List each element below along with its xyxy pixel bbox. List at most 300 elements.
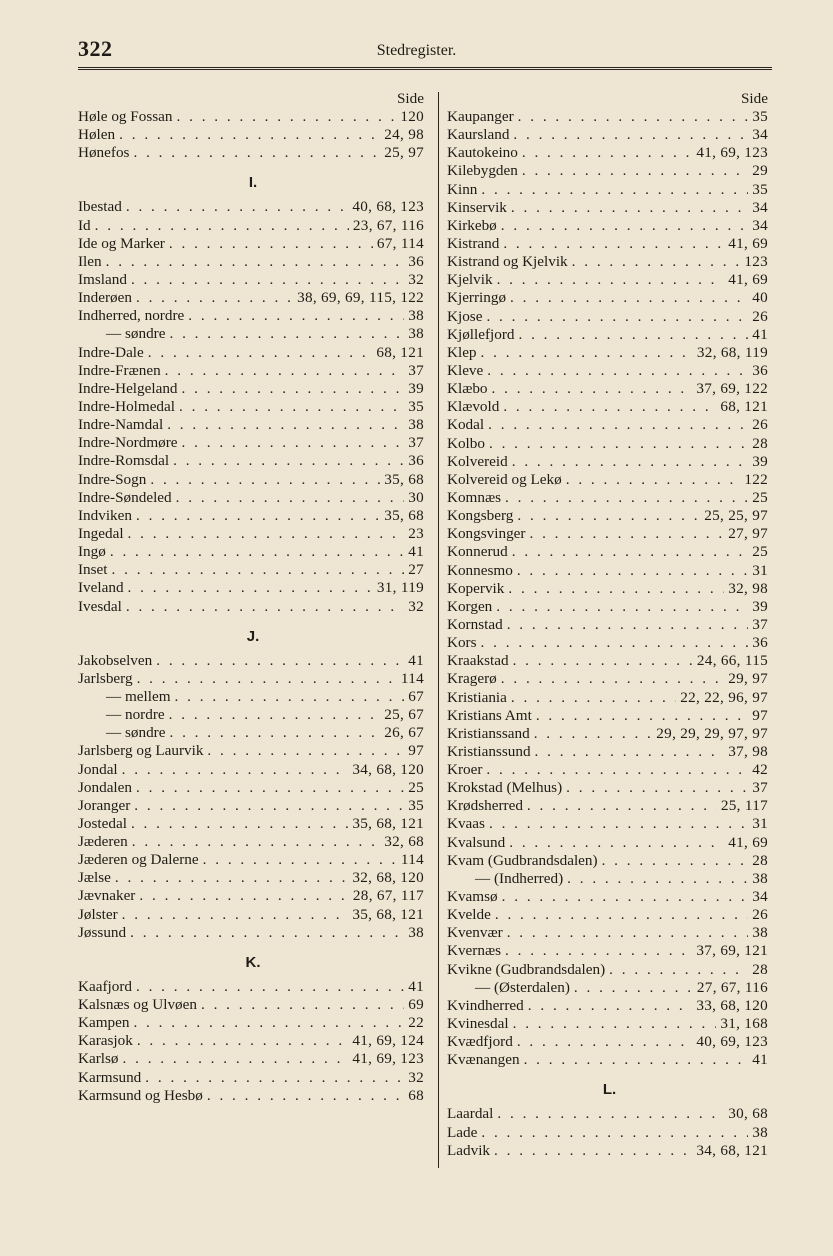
entry-name: Kvenvær [447,924,503,942]
index-entry [447,1015,772,1033]
entry-pages: 27, 67, 116 [696,978,768,996]
entry-name: Kvindherred [447,996,524,1014]
entry-name: Klep [447,343,477,361]
entry-pages: 27 [408,561,424,579]
entry-name: Indre-Sogn [78,470,147,488]
dot-leader [566,779,748,797]
entry-pages: 34, 68, 121 [696,1141,768,1159]
entry-name: Kroer [447,761,483,779]
entry-name: Kleve [447,361,484,379]
dot-leader [501,217,748,235]
dot-leader [133,144,380,162]
entry-pages: 24, 66, 115 [696,652,768,670]
entry-name: Kalsnæs og Ulvøen [78,996,197,1014]
entry-name: Kaursland [447,126,510,144]
entry-pages: 37, 69, 122 [696,380,768,398]
entry-pages: 35, 68, 121 [352,905,424,923]
entry-name: Jakobselven [78,651,153,669]
dot-leader [512,543,748,561]
dot-leader [137,1032,349,1050]
entry-name: Kvam (Gudbrandsdalen) [447,851,598,869]
index-entry [78,761,428,779]
dot-leader [486,761,748,779]
dot-leader [481,1124,748,1142]
dot-leader [130,924,404,942]
entry-pages: 37, 98 [728,742,768,760]
dot-leader [188,307,404,325]
entry-name: Konnerud [447,543,508,561]
index-entry [78,978,428,996]
entry-pages: 123 [744,253,768,271]
index-entry [447,670,772,688]
dot-leader [122,761,349,779]
index-entry [447,852,772,870]
entry-pages: 35 [752,180,768,198]
index-entry [78,561,428,579]
section-heading: J. [246,627,260,645]
entry-name: Kraakstad [447,652,509,670]
dot-leader [487,362,748,380]
entry-pages: 33, 68, 120 [696,996,768,1014]
entry-pages: 26 [752,416,768,434]
entry-name: — nordre [106,706,165,724]
entry-name: Karlsø [78,1050,119,1068]
index-entry [78,996,428,1014]
entry-pages: 22 [408,1014,424,1032]
entry-name: Imsland [78,270,127,288]
dot-leader [566,471,741,489]
dot-leader [139,887,349,905]
entry-name: Kolvereid [447,452,508,470]
entry-pages: 23, 67, 116 [352,216,424,234]
entry-name: Kvinesdal [447,1015,509,1033]
entry-pages: 38 [408,307,424,325]
dot-leader [511,689,676,707]
index-entry [447,489,772,507]
entry-pages: 32, 68, 120 [352,869,424,887]
page-number: 322 [78,36,113,61]
entry-pages: 41 [408,651,424,669]
index-entry [78,1032,428,1050]
entry-name: Ivesdal [78,597,122,615]
entry-pages: 31, 119 [376,579,424,597]
dot-leader [489,815,748,833]
dot-leader [131,815,348,833]
entry-pages: 26 [752,307,768,325]
entry-name: Kvalsund [447,833,506,851]
index-entry [78,235,428,253]
index-entry [78,797,428,815]
entry-name: Jondal [78,760,118,778]
dot-leader [511,199,748,217]
section-heading: I. [248,174,258,192]
index-entry [447,380,772,398]
entry-name: Indre-Holmedal [78,397,175,415]
entry-pages: 67 [408,687,424,705]
index-entry [447,979,772,997]
dot-leader [517,1033,693,1051]
dot-leader [517,507,700,525]
dot-leader [133,1014,404,1032]
entry-name: Konnesmo [447,561,513,579]
entry-pages: 25, 117 [720,797,768,815]
index-entry [78,833,428,851]
index-entry [447,144,772,162]
index-entry [447,924,772,942]
dot-leader [567,870,748,888]
index-entry [447,398,772,416]
dot-leader [203,851,397,869]
entry-name: Indre-Dale [78,343,144,361]
index-entry [78,815,428,833]
index-entry [78,144,428,162]
dot-leader [126,198,348,216]
index-entry [447,1124,772,1142]
index-list [447,108,772,1160]
entry-pages: 39 [752,597,768,615]
index-entry [447,199,772,217]
entry-name: Klæbo [447,380,488,398]
entry-pages: 23 [408,524,424,542]
entry-pages: 120 [400,108,424,125]
entry-name: Ladvik [447,1141,491,1159]
dot-leader [148,344,373,362]
entry-name: Kragerø [447,670,497,688]
dot-leader [136,779,404,797]
dot-leader [518,326,748,344]
entry-pages: 122 [744,470,768,488]
entry-name: Jøssund [78,923,127,941]
index-entry [447,1142,772,1160]
entry-name: — (Indherred) [475,869,564,887]
entry-name: Indre-Nordmøre [78,434,178,452]
entry-name: Ide og Marker [78,234,165,252]
index-list [78,108,428,1105]
entry-name: Kors [447,634,477,652]
entry-pages: 41, 69, 123 [696,144,768,162]
entry-pages: 114 [400,851,424,869]
entry-pages: 34 [752,216,768,234]
dot-leader [177,108,397,126]
dot-leader [134,797,404,815]
dot-leader [136,507,380,525]
entry-name: Indre-Søndeled [78,488,172,506]
index-entry [78,1087,428,1105]
entry-name: Kjøllefjord [447,325,515,343]
index-entry [78,924,428,942]
index-entry [447,888,772,906]
dot-leader [503,235,724,253]
entry-name: Jælse [78,869,111,887]
entry-pages: 36 [752,361,768,379]
dot-leader [497,271,725,289]
dot-leader [509,834,724,852]
dot-leader [495,906,748,924]
entry-pages: 38, 69, 69, 115, 122 [297,289,424,307]
dot-leader [609,961,748,979]
entry-name: Kodal [447,416,485,434]
index-entry [447,1105,772,1123]
entry-name: Kinservik [447,198,507,216]
dot-leader [136,978,404,996]
entry-name: Kongsvinger [447,525,526,543]
index-entry [447,181,772,199]
header-rule [78,67,772,70]
entry-pages: 37 [408,361,424,379]
entry-pages: 34 [752,888,768,906]
entry-name: Indviken [78,506,132,524]
dot-leader [528,997,693,1015]
entry-name: Karmsund [78,1068,142,1086]
entry-pages: 35, 68, 121 [352,814,424,832]
entry-name: Karmsund og Hesbø [78,1086,203,1104]
index-entry [78,289,428,307]
dot-leader [481,634,749,652]
entry-name: Joranger [78,796,131,814]
index-entry [78,598,428,616]
entry-name: Jostedal [78,814,127,832]
dot-leader [132,833,380,851]
index-entry [447,308,772,326]
dot-leader [136,289,293,307]
entry-name: Kaupanger [447,108,514,125]
entry-name: Klævold [447,398,500,416]
dot-leader [492,380,693,398]
entry-pages: 42 [752,761,768,779]
index-entry [447,598,772,616]
entry-pages: 114 [400,669,424,687]
entry-pages: 36 [408,452,424,470]
entry-pages: 35 [752,108,768,125]
entry-name: Krødsherred [447,797,523,815]
dot-leader [497,1105,724,1123]
dot-leader [517,562,748,580]
entry-pages: 40 [752,289,768,307]
entry-pages: 25, 67 [384,706,424,724]
dot-leader [207,742,404,760]
entry-name: Kristiania [447,688,507,706]
entry-name: Kolvereid og Lekø [447,470,562,488]
index-entry [78,489,428,507]
entry-name: Jarlsberg [78,669,133,687]
index-entry [447,416,772,434]
index-entry [447,126,772,144]
entry-name: Kaafjord [78,977,132,995]
index-entry [447,761,772,779]
entry-name: Indre-Helgeland [78,379,178,397]
index-entry [447,652,772,670]
index-entry [78,398,428,416]
dot-leader [496,598,748,616]
index-entry [447,1051,772,1069]
entry-pages: 28 [752,960,768,978]
entry-pages: 38 [752,1123,768,1141]
entry-pages: 22, 22, 96, 97 [680,688,768,706]
dot-leader [518,108,749,126]
entry-pages: 37 [752,615,768,633]
index-entry [78,362,428,380]
entry-pages: 32, 68, 119 [696,343,768,361]
dot-leader [156,652,404,670]
entry-name: Hølen [78,126,116,144]
entry-pages: 32 [408,1068,424,1086]
dot-leader [169,706,381,724]
entry-pages: 41 [408,977,424,995]
index-entry [78,851,428,869]
index-entry [78,126,428,144]
dot-leader [115,869,348,887]
entry-pages: 32, 98 [728,579,768,597]
index-entry [447,834,772,852]
dot-leader [169,325,404,343]
dot-leader [488,416,748,434]
entry-name: Id [78,216,91,234]
dot-leader [524,1051,749,1069]
index-entry [447,580,772,598]
side-label: Side [740,90,768,107]
entry-pages: 26 [752,906,768,924]
entry-name: Kristianssand [447,724,530,742]
entry-pages: 38 [752,924,768,942]
entry-pages: 28 [752,851,768,869]
entry-pages: 41 [408,543,424,561]
dot-leader [122,906,349,924]
index-entry [447,743,772,761]
dot-leader [176,489,405,507]
entry-name: Kampen [78,1014,130,1032]
left-column [78,90,428,1105]
entry-pages: 41, 69 [728,833,768,851]
dot-leader [513,126,748,144]
dot-leader [169,235,373,253]
index-entry [78,108,428,126]
dot-leader [110,543,404,561]
entry-pages: 38 [752,869,768,887]
entry-name: Kongsberg [447,507,514,525]
dot-leader [512,453,748,471]
index-entry [447,779,772,797]
index-entry [78,271,428,289]
index-entry [78,724,428,742]
dot-leader [501,670,724,688]
entry-pages: 38 [408,416,424,434]
section-heading: L. [602,1081,617,1099]
column-divider [438,92,439,1168]
dot-leader [513,1015,717,1033]
entry-pages: 34 [752,198,768,216]
entry-name: Kjose [447,307,483,325]
entry-pages: 25, 25, 97 [704,507,768,525]
entry-name: Kvernæs [447,942,501,960]
index-entry [447,961,772,979]
entry-pages: 34, 68, 120 [352,760,424,778]
entry-name: Kautokeino [447,144,518,162]
index-entry [78,869,428,887]
entry-pages: 25 [408,778,424,796]
dot-leader [145,1069,404,1087]
entry-pages: 41, 69, 124 [352,1032,424,1050]
entry-pages: 39 [752,452,768,470]
entry-pages: 31, 168 [720,1015,768,1033]
index-entry [447,707,772,725]
entry-pages: 31 [752,815,768,833]
index-entry [78,1014,428,1032]
dot-leader [128,579,373,597]
entry-name: Kvelde [447,906,491,924]
dot-leader [481,344,693,362]
entry-name: Kristianssund [447,742,531,760]
dot-leader [182,434,405,452]
entry-name: Kvikne (Gudbrandsdalen) [447,960,606,978]
entry-name: Kolbo [447,434,485,452]
entry-name: Karasjok [78,1032,133,1050]
entry-pages: 39 [408,379,424,397]
index-entry [78,779,428,797]
index-entry [447,543,772,561]
index-entry [78,471,428,489]
entry-name: Inset [78,561,108,579]
index-entry [447,942,772,960]
index-entry [447,616,772,634]
entry-pages: 32 [408,270,424,288]
entry-pages: 97 [408,742,424,760]
index-entry [78,906,428,924]
index-entry [78,452,428,470]
entry-name: Kornstad [447,615,503,633]
entry-pages: 41 [752,325,768,343]
index-entry [78,579,428,597]
entry-name: Indre-Frænen [78,361,161,379]
dot-leader [486,308,748,326]
dot-leader [489,435,748,453]
entry-name: Ingø [78,543,106,561]
entry-pages: 69 [408,996,424,1014]
entry-name: Indre-Namdal [78,416,164,434]
entry-pages: 35, 68 [384,506,424,524]
entry-pages: 24, 98 [384,126,424,144]
entry-name: Jondalen [78,778,132,796]
index-entry [447,253,772,271]
dot-leader [510,289,748,307]
dot-leader [572,253,741,271]
entry-pages: 37 [408,434,424,452]
entry-name: Kopervik [447,579,505,597]
dot-leader [131,271,404,289]
index-entry [78,887,428,905]
index-entry [447,217,772,235]
entry-name: Jæderen og Dalerne [78,851,199,869]
index-entry [447,797,772,815]
entry-pages: 32 [408,597,424,615]
dot-leader [173,452,404,470]
entry-pages: 68 [408,1086,424,1104]
index-entry [447,689,772,707]
dot-leader [505,942,692,960]
index-entry [78,688,428,706]
entry-pages: 35 [408,796,424,814]
dot-leader [106,253,405,271]
dot-leader [201,996,404,1014]
dot-leader [207,1087,404,1105]
index-entry [78,307,428,325]
dot-leader [513,652,693,670]
index-entry [447,906,772,924]
entry-pages: 30, 68 [728,1105,768,1123]
section-heading: K. [245,953,261,971]
entry-pages: 41, 69, 123 [352,1050,424,1068]
index-entry [78,543,428,561]
index-entry [78,525,428,543]
